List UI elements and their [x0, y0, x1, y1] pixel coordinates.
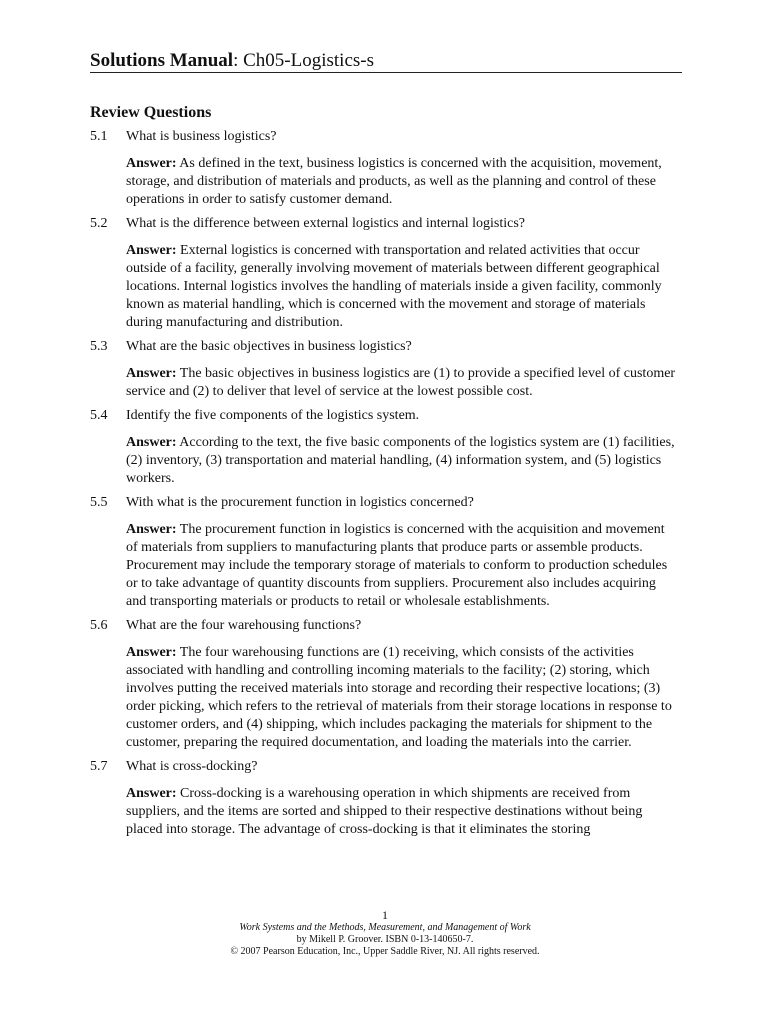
answer-label: Answer: [126, 156, 177, 171]
answer-label: Answer: [126, 243, 177, 258]
qa-block [90, 494, 680, 611]
question-text: What are the four warehousing functions? [126, 618, 362, 633]
page-content [90, 103, 680, 845]
qa-block [90, 758, 680, 839]
answer-text: The four warehousing functions are (1) receiving, which consists of the activities associated with handling and controlling incoming materials to the facility; (2) storing, which involves putting the received materials into storage and recording their respective locations; (3) order picking, which refers to the retrieval of materials from their storage locations in response to customer orders, and (4) shipping, which includes packaging the materials for shipment to the customer, preparing the required documentation, and loading the materials into the carrier. [126, 645, 672, 750]
question-text: What are the basic objectives in business logistics? [126, 339, 412, 354]
footer-author-line: by Mikell P. Groover. ISBN 0-13-140650-7. [296, 934, 474, 945]
question-number: 5.7 [90, 759, 108, 774]
question-text: What is the difference between external logistics and internal logistics? [126, 216, 525, 231]
answer-text: The basic objectives in business logistics are (1) to provide a specified level of customer service and (2) to deliver that level of service at the lowest possible cost. [126, 366, 676, 399]
qa-block [90, 617, 680, 752]
answer-paragraph [126, 785, 676, 839]
header-rule [90, 72, 682, 73]
question-text: Identify the five components of the logistics system. [126, 408, 420, 423]
footer-book-title: Work Systems and the Methods, Measurement, and Management of Work [239, 922, 531, 933]
answer-label: Answer: [126, 645, 177, 660]
answer-paragraph [126, 365, 676, 401]
answer-label: Answer: [126, 786, 177, 801]
answer-paragraph [126, 155, 676, 209]
qa-block [90, 128, 680, 209]
answer-text: Cross-docking is a warehousing operation in which shipments are received from suppliers, and the items are sorted and shipped to their respective destinations without being placed into storage. The advantage of cross-docking is that it eliminates the storing [126, 786, 643, 837]
answer-label: Answer: [126, 522, 177, 537]
page-header [90, 50, 680, 72]
qa-block [90, 338, 680, 401]
question-text: With what is the procurement function in logistics concerned? [126, 495, 474, 510]
question-row [90, 494, 680, 512]
question-number: 5.5 [90, 495, 108, 510]
answer-text: The procurement function in logistics is concerned with the acquisition and movement of materials from suppliers to manufacturing plants that produce parts or assemble products. Procurement may include the temporary storage of materials to conform to production schedules or to take advantage of quantity discounts from suppliers. Procurement also includes acquiring and transporting materials or products to retail or wholesale establishments. [126, 522, 668, 609]
answer-label: Answer: [126, 435, 177, 450]
question-text: What is business logistics? [126, 129, 277, 144]
answer-paragraph [126, 434, 676, 488]
footer-copyright: © 2007 Pearson Education, Inc., Upper Saddle River, NJ. All rights reserved. [230, 946, 540, 957]
document-page [90, 0, 682, 1024]
answer-paragraph [126, 521, 676, 611]
question-row [90, 215, 680, 233]
header-title-rest: : Ch05-Logistics-s [233, 50, 374, 71]
page-number: 1 [382, 908, 388, 922]
header-title-bold: Solutions Manual [90, 50, 234, 71]
answer-text: As defined in the text, business logistics is concerned with the acquisition, movement, storage, and distribution of materials and products, as well as the planning and control of these operations in order to satisfy customer demand. [126, 156, 662, 207]
answer-text: External logistics is concerned with transportation and related activities that occur outside of a facility, generally involving movement of materials between different geographical locations. Internal logistics involves the handling of materials inside a given facility, commonly known as material handling, which is concerned with the movement and storage of materials during manufacturing and distribution. [126, 243, 662, 330]
question-row [90, 407, 680, 425]
qa-block [90, 215, 680, 332]
answer-paragraph [126, 644, 676, 752]
question-number: 5.4 [90, 408, 108, 423]
answer-paragraph [126, 242, 676, 332]
question-number: 5.6 [90, 618, 108, 633]
question-number: 5.2 [90, 216, 108, 231]
question-number: 5.3 [90, 339, 108, 354]
question-row [90, 758, 680, 776]
question-row [90, 617, 680, 635]
answer-text: According to the text, the five basic components of the logistics system are (1) facilities, (2) inventory, (3) transportation and material handling, (4) information system, and (5) logistics workers. [126, 435, 675, 486]
question-text: What is cross-docking? [126, 759, 258, 774]
section-title: Review Questions [90, 104, 212, 121]
question-number: 5.1 [90, 129, 108, 144]
question-row [90, 128, 680, 146]
question-row [90, 338, 680, 356]
answer-label: Answer: [126, 366, 177, 381]
page-footer [90, 909, 680, 958]
qa-block [90, 407, 680, 488]
